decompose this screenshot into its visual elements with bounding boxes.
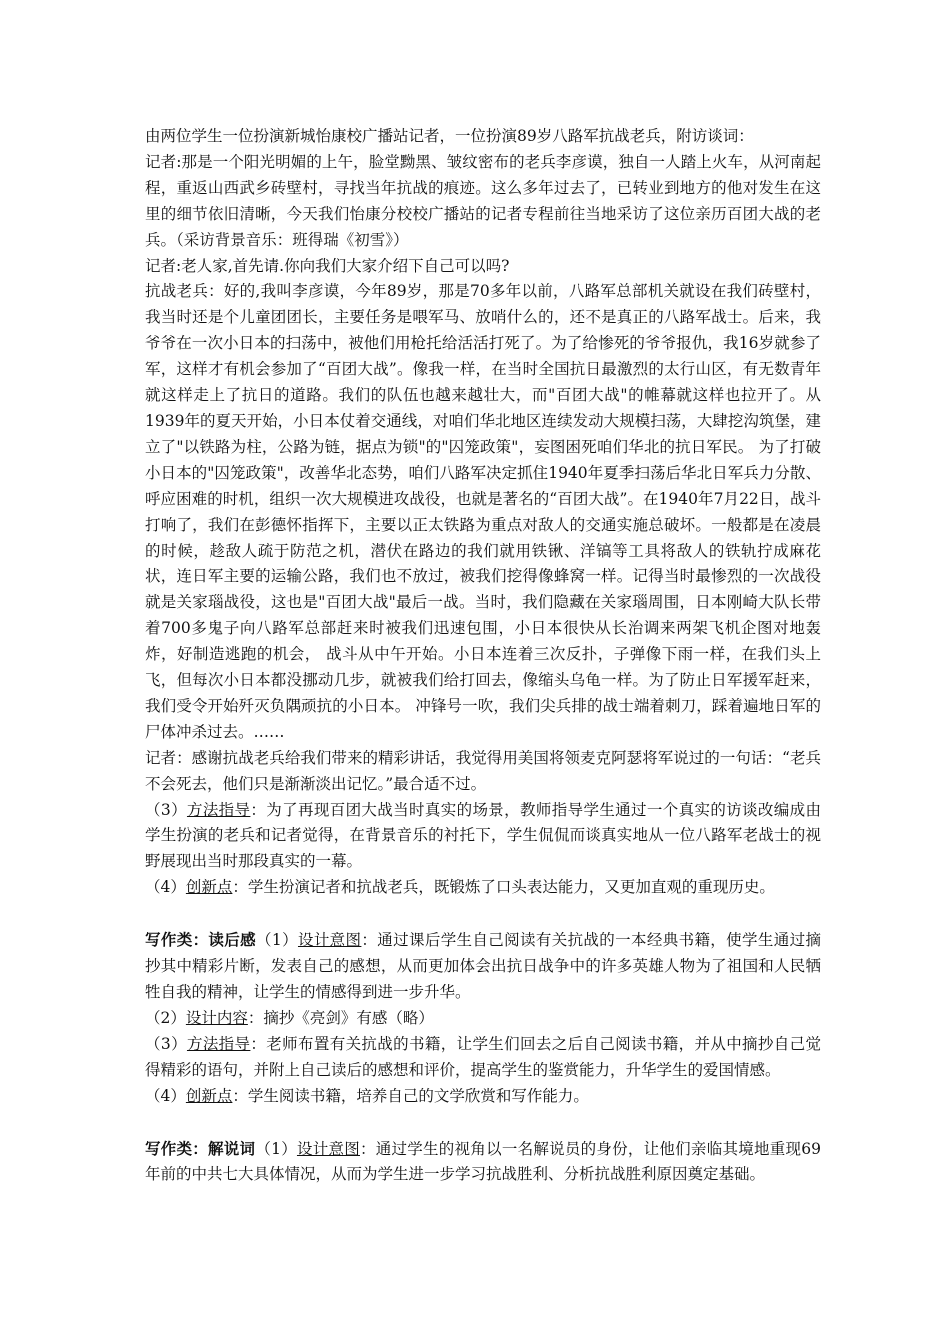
item-number: （3） (145, 1034, 187, 1053)
item-number: （1） (256, 931, 298, 950)
reading-innovation (145, 1084, 821, 1110)
item-label: 创新点 (185, 1086, 233, 1105)
section-heading-commentary: 写作类：解说词 (145, 1138, 256, 1158)
reading-intent (145, 927, 821, 1006)
item-label: 创新点 (185, 878, 233, 897)
interview-method-guide (145, 798, 821, 876)
item-text: ：学生阅读书籍，培养自己的文学欣赏和写作能力。 (232, 1086, 589, 1105)
item-text: ：摘抄《亮剑》有感（略） (247, 1008, 434, 1027)
section-gap (145, 1110, 821, 1136)
item-text: ：为了再现百团大战当时真实的场景，教师指导学生通过一个真实的访谈改编成由学生扮演的老兵和记者觉得，在背景音乐的衬托下，学生侃侃而谈真实地从一位八路军老战士的视野展现出当时那段真实的一幕。 (145, 800, 821, 871)
reading-method (145, 1032, 821, 1084)
item-number: （1） (255, 1139, 297, 1158)
section-heading-reading: 写作类：读后感 (145, 930, 257, 950)
reporter-intro-paragraph: 记者:那是一个阳光明媚的上午，脸堂黝黑、皱纹密布的老兵李彦谟，独自一人踏上火车，从河南起程，重返山西武乡砖壁村，寻找当年抗战的痕迹。这么多年过去了，已转业到地方的他对发生在这里的细节依旧清晰，今天我们怡康分校校广播站的记者专程前往当地采访了这位亲历百团大战的老兵。（采访背景音乐：班得瑞《初雪》） (145, 152, 821, 249)
reporter-question: 记者:老人家,首先请.你向我们大家介绍下自己可以吗? (145, 256, 510, 275)
item-label: 设计内容 (185, 1008, 248, 1027)
section-gap (145, 901, 821, 927)
item-label: 方法指导 (186, 800, 251, 819)
reporter-closing: 记者：感谢抗战老兵给我们带来的精彩讲话，我觉得用美国将领麦克阿瑟将军说过的一句话：“老兵不会死去，他们只是渐渐淡出记忆。”最合适不过。 (145, 748, 821, 793)
item-number: （4） (145, 1086, 186, 1105)
item-text: ：老师布置有关抗战的书籍，让学生们回去之后自己阅读书籍，并从中摘抄自己觉得精彩的语句，并附上自己读后的感想和评价，提高学生的鉴赏能力，升华学生的爱国情感。 (145, 1034, 821, 1079)
item-label: 设计意图 (296, 1139, 360, 1158)
item-number: （2） (145, 1008, 186, 1027)
commentary-intent (145, 1136, 821, 1189)
item-text: ：学生扮演记者和抗战老兵，既锻炼了口头表达能力，又更加直观的重现历史。 (232, 878, 775, 897)
intro-paragraph: 由两位学生一位扮演新城怡康校广播站记者，一位扮演89岁八路军抗战老兵，附访谈词： (145, 127, 754, 145)
item-text: ：通过学生的视角以一名解说员的身份，让他们亲临其境地重现69年前的中共七大具体情况，从而为学生进一步学习抗战胜利、分析抗战胜利原因奠定基础。 (145, 1139, 821, 1184)
interview-innovation (145, 875, 821, 901)
reading-content (145, 1006, 821, 1032)
item-number: （4） (145, 878, 186, 897)
item-label: 设计意图 (297, 931, 362, 950)
item-text: ：通过课后学生自己阅读有关抗战的一本经典书籍，使学生通过摘抄其中精彩片断，发表自己的感想，从而更加体会出抗日战争中的许多英雄人物为了祖国和人民牺牲自我的精神，让学生的情感得到进一步升华。 (145, 931, 821, 1001)
veteran-answer: 抗战老兵：好的,我叫李彦谟，今年89岁，那是70多年以前，八路军总部机关就设在我们砖壁村， 我当时还是个儿童团团长，主要任务是喂军马、放哨什么的，还不是真正的八路军战士。后来，我爷爷在一次小日本的扫荡中，被他们用枪托给活活打死了。为了给惨死的爷爷报仇，我16岁就参了军，这样才有机会参加了“百团大战”。像我一样，在当时全国抗日最激烈的太行山区，有无数青年就这样走上了抗日的道路。我们的队伍也越来越壮大，而"百团大战"的帷幕就这样也拉开了。从1939年的夏天开始，小日本仗着交通线，对咱们华北地区连续发动大规模扫荡，大肆挖沟筑堡，建立了"以铁路为柱，公路为链，据点为锁"的"囚笼政策"，妄图困死咱们华北的抗日军民。 为了打破小日本的"囚笼政策"，改善华北态势，咱们八路军决定抓住1940年夏季扫荡后华北日军兵力分散、呼应困难的时机，组织一次大规模进攻战役，也就是著名的“百团大战”。在1940年7月22日，战斗打响了，我们在彭德怀指挥下，主要以正太铁路为重点对敌人的交通实施总破坏。一般都是在凌晨的时候，趁敌人疏于防范之机，潜伏在路边的我们就用铁锹、洋镐等工具将敌人的铁轨拧成麻花状，连日军主要的运输公路，我们也不放过，被我们挖得像蜂窝一样。记得当时最惨烈的一次战役就是关家瑙战役，这也是"百团大战"最后一战。当时，我们隐藏在关家瑙周围，日本刚崎大队长带着700多鬼子向八路军总部赶来时被我们迅速包围，小日本很快从长治调来两架飞机企图对地轰炸，好制造逃跑的机会， 战斗从中午开始。小日本连着三次反扑，子弹像下雨一样，在我们头上飞，但每次小日本都没挪动几步，就被我们给打回去，像缩头乌龟一样。为了防止日军援军赶来，我们受令开始歼灭负隅顽抗的小日本。 冲锋号一吹，我们尖兵排的战士端着刺刀，踩着遍地日军的尸体冲杀过去。…… (145, 282, 821, 741)
document-page (145, 124, 821, 1188)
item-number: （3） (145, 800, 187, 819)
item-label: 方法指导 (186, 1034, 251, 1053)
